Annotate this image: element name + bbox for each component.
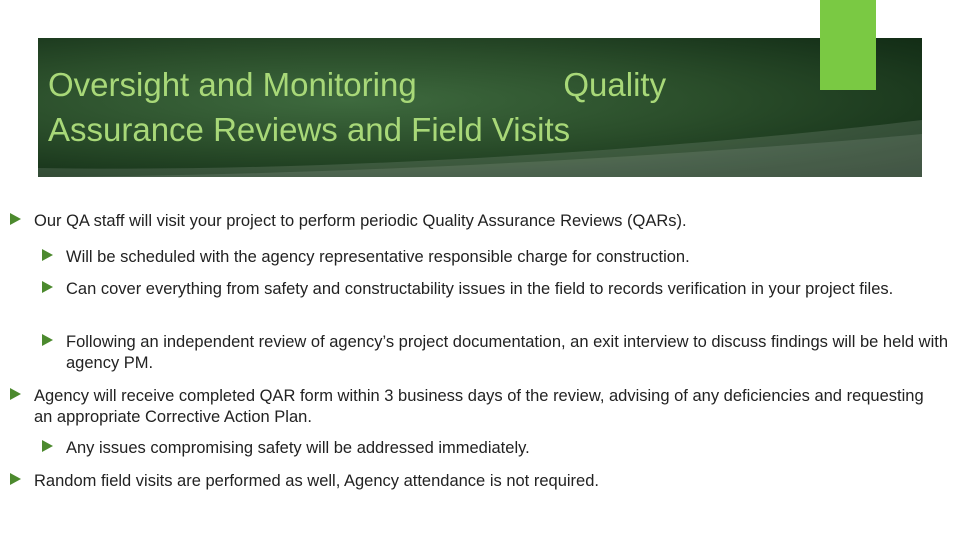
triangle-arrow-icon [10,473,21,485]
bullet-level2: Can cover everything from safety and constructability issues in the field to records verification in your project files. [66,280,894,298]
bullet-level1: Our QA staff will visit your project to perform periodic Quality Assurance Reviews (QARs). [34,212,687,230]
bullet-level2: Will be scheduled with the agency representative responsible charge for construction. [66,248,690,266]
triangle-arrow-icon [42,440,53,452]
triangle-arrow-icon [42,281,53,293]
triangle-arrow-icon [42,249,53,261]
bullet-level1: Random field visits are performed as well, Agency attendance is not required. [34,472,599,490]
accent-block [820,0,876,90]
triangle-arrow-icon [10,213,21,225]
triangle-arrow-icon [42,334,53,346]
slide-title [48,62,808,152]
bullet-level1: Agency will receive completed QAR form within 3 business days of the review, advising of any deficiencies and requesting an appropriate Corrective Action Plan. [34,387,924,426]
triangle-arrow-icon [10,388,21,400]
bullet-level2: Following an independent review of agency’s project documentation, an exit interview to discuss findings will be held with agency PM. [66,333,949,372]
title-line-1: Oversight and Monitoring Quality [48,66,667,103]
title-line-2: Assurance Reviews and Field Visits [48,111,571,148]
bullet-level2: Any issues compromising safety will be addressed immediately. [66,439,530,457]
